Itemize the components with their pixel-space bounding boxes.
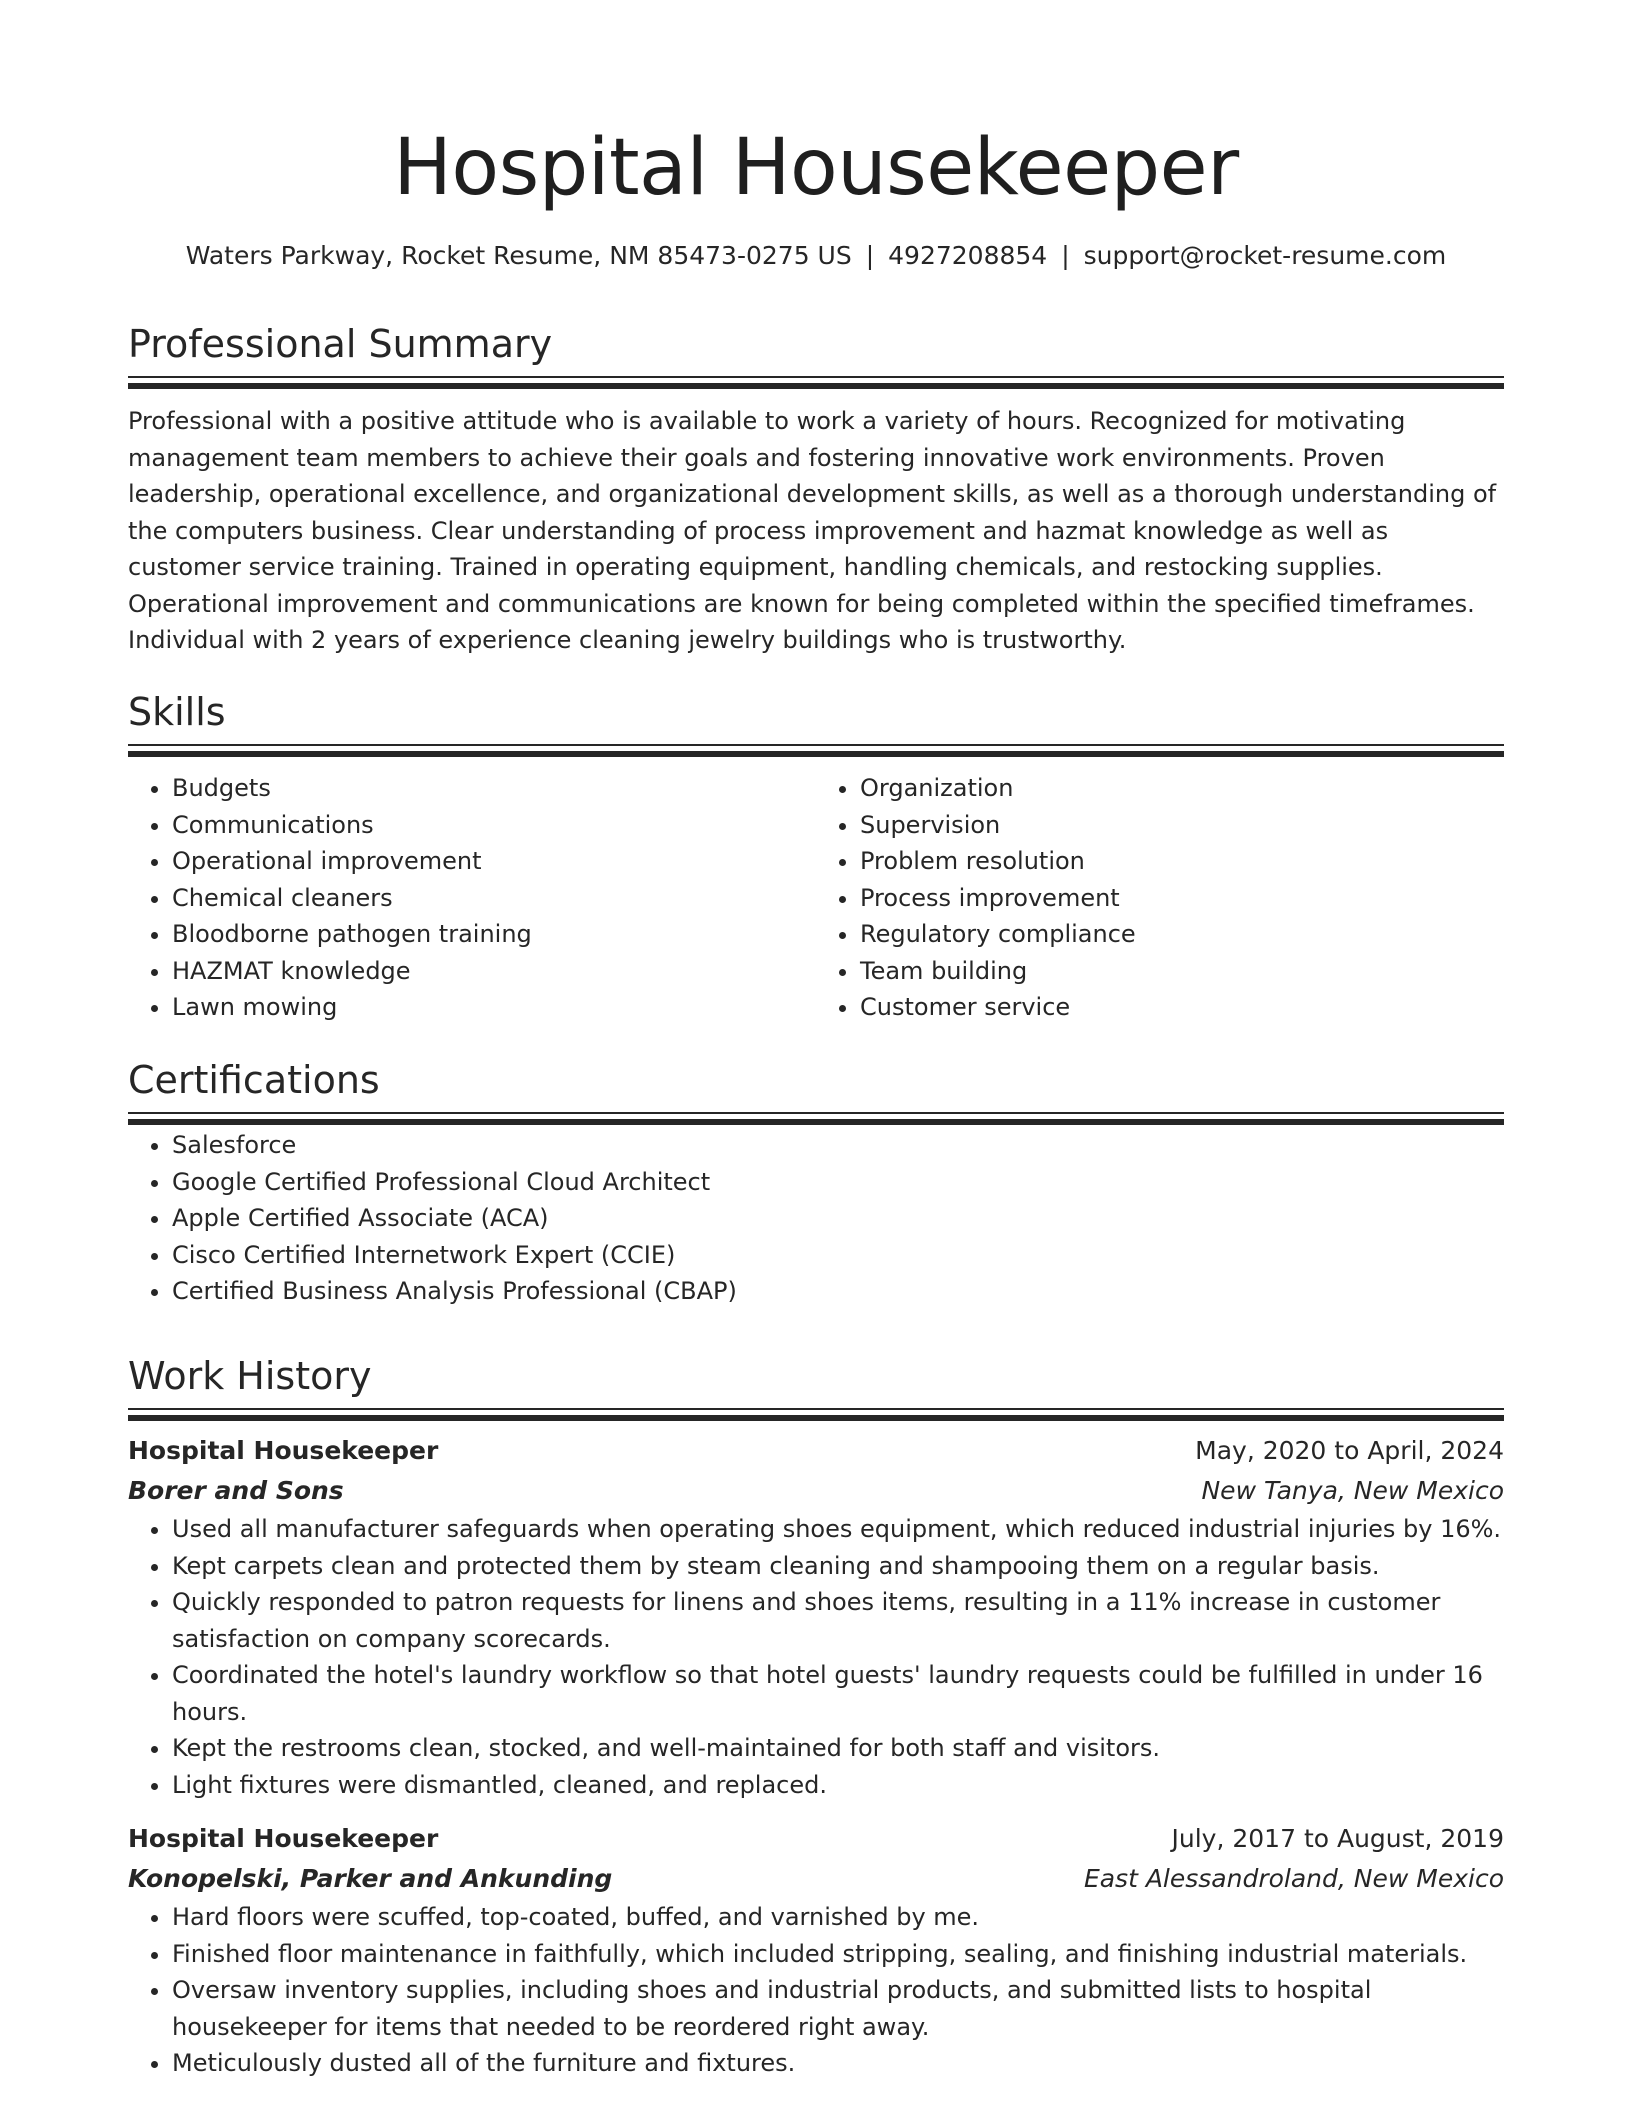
certification-item: • Certified Business Analysis Professional (CBAP) xyxy=(172,1273,1504,1310)
contact-line xyxy=(0,238,1632,274)
skill-item: • Bloodborne pathogen training xyxy=(172,916,816,953)
skills-list-right xyxy=(816,770,1504,1026)
skill-item: • Customer service xyxy=(860,989,1504,1026)
certifications-heading: Certifications xyxy=(128,1058,380,1102)
resume-name: Hospital Housekeeper xyxy=(393,123,1239,213)
skill-item: • Regulatory compliance xyxy=(860,916,1504,953)
certification-item: • Apple Certified Associate (ACA) xyxy=(172,1200,1504,1237)
certification-item: • Google Certified Professional Cloud Architect xyxy=(172,1164,1504,1201)
job-dates: May, 2020 to April, 2024 xyxy=(1195,1436,1504,1465)
job-duties xyxy=(128,1899,1504,2082)
job-duty: • Kept the restrooms clean, stocked, and well-maintained for both staff and visitors. xyxy=(172,1730,1504,1767)
job-header xyxy=(128,1819,1504,1859)
skill-item: • Operational improvement xyxy=(172,843,816,880)
section-rule xyxy=(128,1408,1504,1423)
contact-phone: 4927208854 xyxy=(888,241,1048,270)
contact-separator: | xyxy=(1061,241,1070,270)
job-company: Konopelski, Parker and Ankunding xyxy=(128,1864,613,1893)
job-duties xyxy=(128,1511,1504,1803)
job-subheader xyxy=(128,1471,1504,1511)
skill-item: • Communications xyxy=(172,807,816,844)
summary-section xyxy=(128,320,1504,659)
section-rule xyxy=(128,376,1504,391)
skills-section xyxy=(128,688,1504,1026)
skills-columns xyxy=(128,770,1504,1026)
skill-item: • Team building xyxy=(860,953,1504,990)
skill-item: • Budgets xyxy=(172,770,816,807)
skill-item: • Chemical cleaners xyxy=(172,880,816,917)
job-duty: • Finished floor maintenance in faithfully, which included stripping, sealing, and finishing industrial materials. xyxy=(172,1936,1504,1973)
summary-heading: Professional Summary xyxy=(128,322,553,366)
skill-item: • Organization xyxy=(860,770,1504,807)
certification-item: • Cisco Certified Internetwork Expert (CCIE) xyxy=(172,1237,1504,1274)
certification-item: • Salesforce xyxy=(172,1127,1504,1164)
skill-item: • Supervision xyxy=(860,807,1504,844)
job-duty: • Light fixtures were dismantled, cleaned, and replaced. xyxy=(172,1767,1504,1804)
work-history-heading: Work History xyxy=(128,1354,372,1398)
job-duty: • Kept carpets clean and protected them by steam cleaning and shampooing them on a regular basis. xyxy=(172,1548,1504,1585)
certifications-list xyxy=(128,1127,1504,1310)
skill-item: • HAZMAT knowledge xyxy=(172,953,816,990)
job-duty: • Coordinated the hotel's laundry workflow so that hotel guests' laundry requests could be fulfilled in under 16 hours. xyxy=(172,1657,1504,1730)
job-company: Borer and Sons xyxy=(128,1476,344,1505)
contact-separator: | xyxy=(865,241,875,270)
job-duty: • Used all manufacturer safeguards when operating shoes equipment, which reduced industrial injuries by 16%. xyxy=(172,1511,1504,1548)
job-entry xyxy=(128,1819,1504,2082)
skill-item: • Lawn mowing xyxy=(172,989,816,1026)
job-subheader xyxy=(128,1859,1504,1899)
job-dates: July, 2017 to August, 2019 xyxy=(1171,1824,1504,1853)
skills-list-left xyxy=(128,770,816,1026)
skill-item: • Problem resolution xyxy=(860,843,1504,880)
certifications-section xyxy=(128,1056,1504,1310)
work-history-section xyxy=(128,1352,1504,2082)
job-location: East Alessandroland, New Mexico xyxy=(1083,1864,1504,1893)
job-header xyxy=(128,1431,1504,1471)
job-title: Hospital Housekeeper xyxy=(128,1436,439,1465)
skills-heading: Skills xyxy=(128,690,226,734)
contact-address: Waters Parkway, Rocket Resume, NM 85473-0275 US xyxy=(185,241,852,270)
section-rule xyxy=(128,744,1504,759)
skill-item: • Process improvement xyxy=(860,880,1504,917)
job-duty: • Quickly responded to patron requests for linens and shoes items, resulting in a 11% increase in customer satisfaction on company scorecards. xyxy=(172,1584,1504,1657)
section-rule xyxy=(128,1112,1504,1127)
job-title: Hospital Housekeeper xyxy=(128,1824,439,1853)
job-entry xyxy=(128,1431,1504,1803)
job-duty: • Hard floors were scuffed, top-coated, buffed, and varnished by me. xyxy=(172,1899,1504,1936)
job-location: New Tanya, New Mexico xyxy=(1201,1476,1504,1505)
job-duty: • Oversaw inventory supplies, including shoes and industrial products, and submitted lists to hospital housekeeper for items that needed to be reordered right away. xyxy=(172,1972,1504,2045)
summary-text: Professional with a positive attitude who is available to work a variety of hours. Recognized for motivating management team members to achieve their goals and fostering innovative work environments. Proven leadership, operational excellence, and organizational development skills, as well as a thorough understanding of the computers business. Clear understanding of process improvement and hazmat knowledge as well as customer service training. Trained in operating equipment, handling chemicals, and restocking supplies. Operational improvement and communications are known for being completed within the specified timeframes. Individual with 2 years of experience cleaning jewelry buildings who is trustworthy. xyxy=(128,407,1497,654)
contact-email: support@rocket-resume.com xyxy=(1083,241,1447,270)
job-duty: • Meticulously dusted all of the furniture and fixtures. xyxy=(172,2045,1504,2082)
